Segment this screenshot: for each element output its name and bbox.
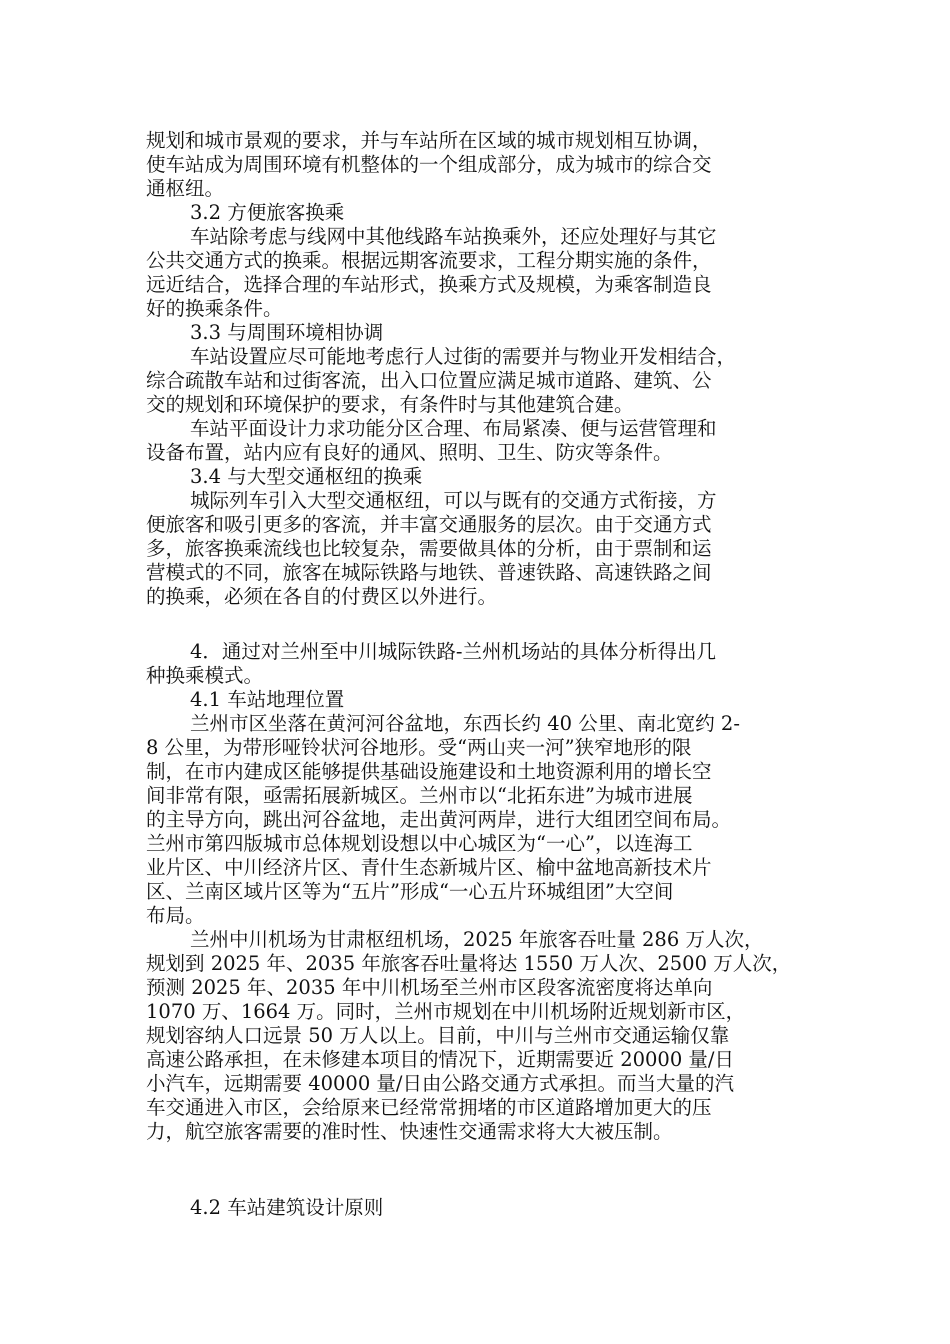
paragraph-line: 公共交通方式的换乘。根据远期客流要求，工程分期实施的条件， — [146, 249, 712, 272]
paragraph-line: 兰州市第四版城市总体规划设想以中心城区为“一心”，以连海工 — [146, 832, 693, 855]
paragraph-line: 使车站成为周围环境有机整体的一个组成部分，成为城市的综合交 — [146, 153, 712, 176]
paragraph-line: 力，航空旅客需要的准时性、快速性交通需求将大大被压制。 — [146, 1120, 673, 1143]
paragraph-line: 车站设置应尽可能地考虑行人过街的需要并与物业开发相结合， — [190, 345, 737, 368]
paragraph-line: 间非常有限，亟需拓展新城区。兰州市以“北拓东进”为城市进展 — [146, 784, 693, 807]
paragraph-line: 营模式的不同，旅客在城际铁路与地铁、普速铁路、高速铁路之间 — [146, 561, 712, 584]
section-heading: 4．通过对兰州至中川城际铁路-兰州机场站的具体分析得出几 — [190, 640, 716, 663]
paragraph-line: 种换乘模式。 — [146, 664, 264, 687]
paragraph-line: 车站平面设计力求功能分区合理、布局紧凑、便与运营管理和 — [190, 417, 717, 440]
section-heading: 3.3 与周围环境相协调 — [190, 321, 384, 344]
paragraph-line: 布局。 — [146, 904, 205, 927]
paragraph-line: 车交通进入市区，会给原来已经常常拥堵的市区道路增加更大的压 — [146, 1096, 712, 1119]
paragraph-line: 设备布置，站内应有良好的通风、照明、卫生、防灾等条件。 — [146, 441, 673, 464]
paragraph-line: 多，旅客换乘流线也比较复杂，需要做具体的分析，由于票制和运 — [146, 537, 712, 560]
paragraph-line: 制，在市内建成区能够提供基础设施建设和土地资源利用的增长空 — [146, 760, 712, 783]
paragraph-line: 预测 2025 年、2035 年中川机场至兰州市区段客流密度将达单向 — [146, 976, 713, 999]
section-heading: 4.2 车站建筑设计原则 — [190, 1196, 384, 1219]
section-heading: 3.4 与大型交通枢纽的换乘 — [190, 465, 423, 488]
paragraph-line: 规划到 2025 年、2035 年旅客吞吐量将达 1550 万人次、2500 万人次， — [146, 952, 792, 975]
paragraph-line: 小汽车，远期需要 40000 量/日由公路交通方式承担。而当大量的汽 — [146, 1072, 734, 1095]
paragraph-line: 综合疏散车站和过街客流，出入口位置应满足城市道路、建筑、公 — [146, 369, 712, 392]
paragraph-line: 城际列车引入大型交通枢纽，可以与既有的交通方式衔接，方 — [190, 489, 717, 512]
paragraph-line: 区、兰南区域片区等为“五片”形成“一心五片环城组团”大空间 — [146, 880, 674, 903]
paragraph-line: 规划和城市景观的要求，并与车站所在区域的城市规划相互协调， — [146, 129, 712, 152]
paragraph-line: 1070 万、1664 万。同时，兰州市规划在中川机场附近规划新市区， — [146, 1000, 746, 1023]
paragraph-line: 远近结合，选择合理的车站形式，换乘方式及规模，为乘客制造良 — [146, 273, 712, 296]
paragraph-line: 高速公路承担，在未修建本项目的情况下，近期需要近 20000 量/日 — [146, 1048, 734, 1071]
paragraph-line: 好的换乘条件。 — [146, 297, 283, 320]
paragraph-line: 的主导方向，跳出河谷盆地，走出黄河两岸，进行大组团空间布局。 — [146, 808, 732, 831]
paragraph-line: 便旅客和吸引更多的客流，并丰富交通服务的层次。由于交通方式 — [146, 513, 712, 536]
section-heading: 4.1 车站地理位置 — [190, 688, 345, 711]
section-heading: 3.2 方便旅客换乘 — [190, 201, 345, 224]
paragraph-line: 兰州中川机场为甘肃枢纽机场，2025 年旅客吞吐量 286 万人次， — [190, 928, 764, 951]
paragraph-line: 通枢纽。 — [146, 177, 225, 200]
paragraph-line: 交的规划和环境保护的要求，有条件时与其他建筑合建。 — [146, 393, 634, 416]
paragraph-line: 规划容纳人口远景 50 万人以上。目前，中川与兰州市交通运输仅靠 — [146, 1024, 730, 1047]
paragraph-line: 车站除考虑与线网中其他线路车站换乘外，还应处理好与其它 — [190, 225, 717, 248]
paragraph-line: 兰州市区坐落在黄河河谷盆地，东西长约 40 公里、南北宽约 2- — [190, 712, 740, 735]
paragraph-line: 的换乘，必须在各自的付费区以外进行。 — [146, 585, 498, 608]
paragraph-line: 8 公里，为带形哑铃状河谷地形。受“两山夹一河”狭窄地形的限 — [146, 736, 692, 759]
paragraph-line: 业片区、中川经济片区、青什生态新城片区、榆中盆地高新技术片 — [146, 856, 712, 879]
